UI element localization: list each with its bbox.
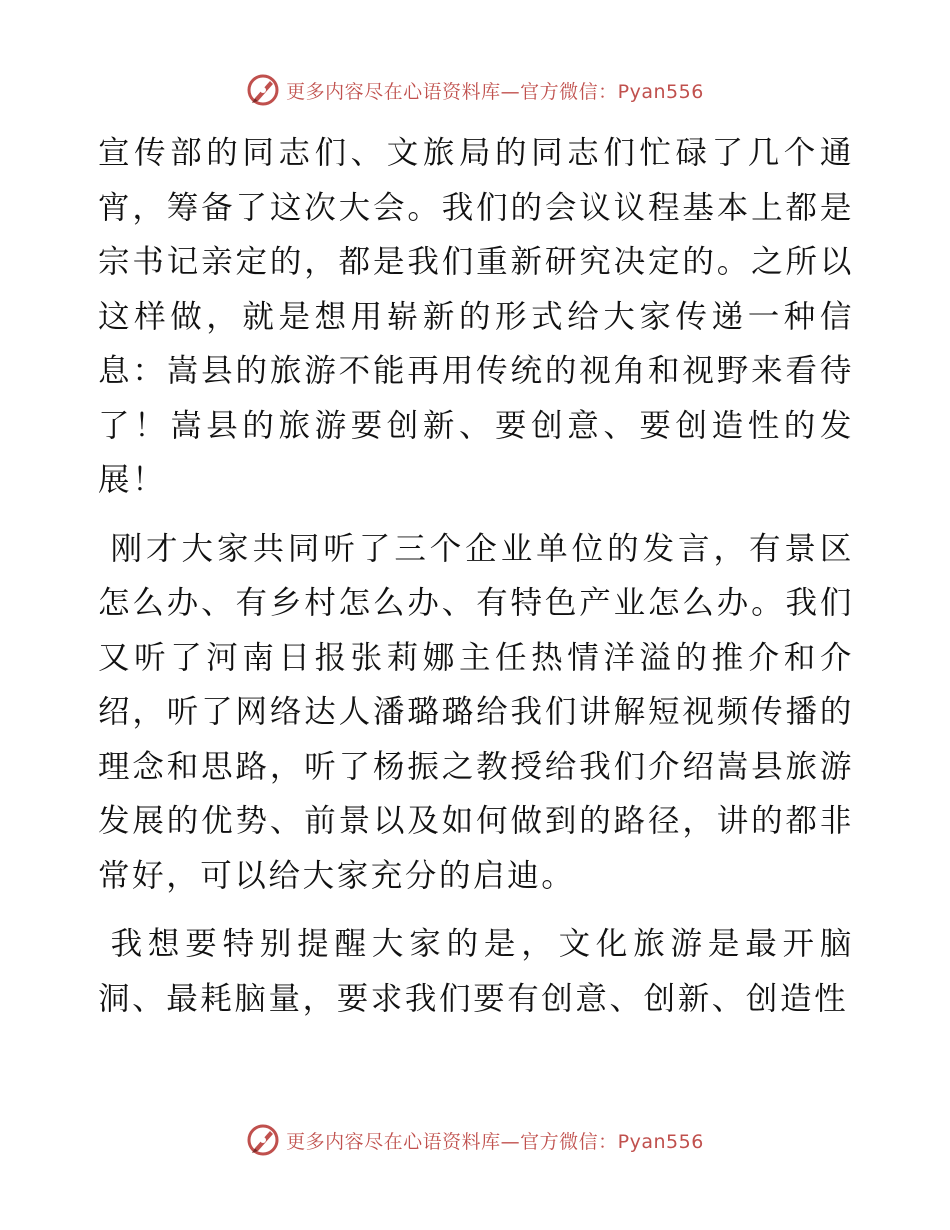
watermark-text: 更多内容尽在心语资料库—官方微信：Pyan556 (286, 80, 704, 103)
header-watermark (0, 70, 950, 110)
paragraph-1: 宣传部的同志们、文旅局的同志们忙碌了几个通宵，筹备了这次大会。我们的会议议程基本上都是宗书记亲定的，都是我们重新研究决定的。之所以这样做，就是想用崭新的形式给大家传递一种信息：嵩县的旅游不能再用传统的视角和视野来看待了！嵩县的旅游要创新、要创意、要创造性的发展！ (98, 135, 854, 498)
pen-seal-logo-icon (246, 1123, 280, 1157)
paragraph-3: 我想要特别提醒大家的是，文化旅游是最开脑洞、最耗脑量，要求我们要有创意、创新、创造性 (98, 926, 854, 1017)
watermark-text: 更多内容尽在心语资料库—官方微信：Pyan556 (286, 1130, 704, 1153)
paragraph-2: 刚才大家共同听了三个企业单位的发言，有景区怎么办、有乡村怎么办、有特色产业怎么办。我们又听了河南日报张莉娜主任热情洋溢的推介和介绍，听了网络达人潘璐璐给我们讲解短视频传播的理念和思路，听了杨振之教授给我们介绍嵩县旅游发展的优势、前景以及如何做到的路径，讲的都非常好，可以给大家充分的启迪。 (98, 530, 854, 894)
document-body (98, 126, 854, 1026)
pen-seal-logo-icon (246, 73, 280, 107)
footer-watermark (0, 1120, 950, 1160)
